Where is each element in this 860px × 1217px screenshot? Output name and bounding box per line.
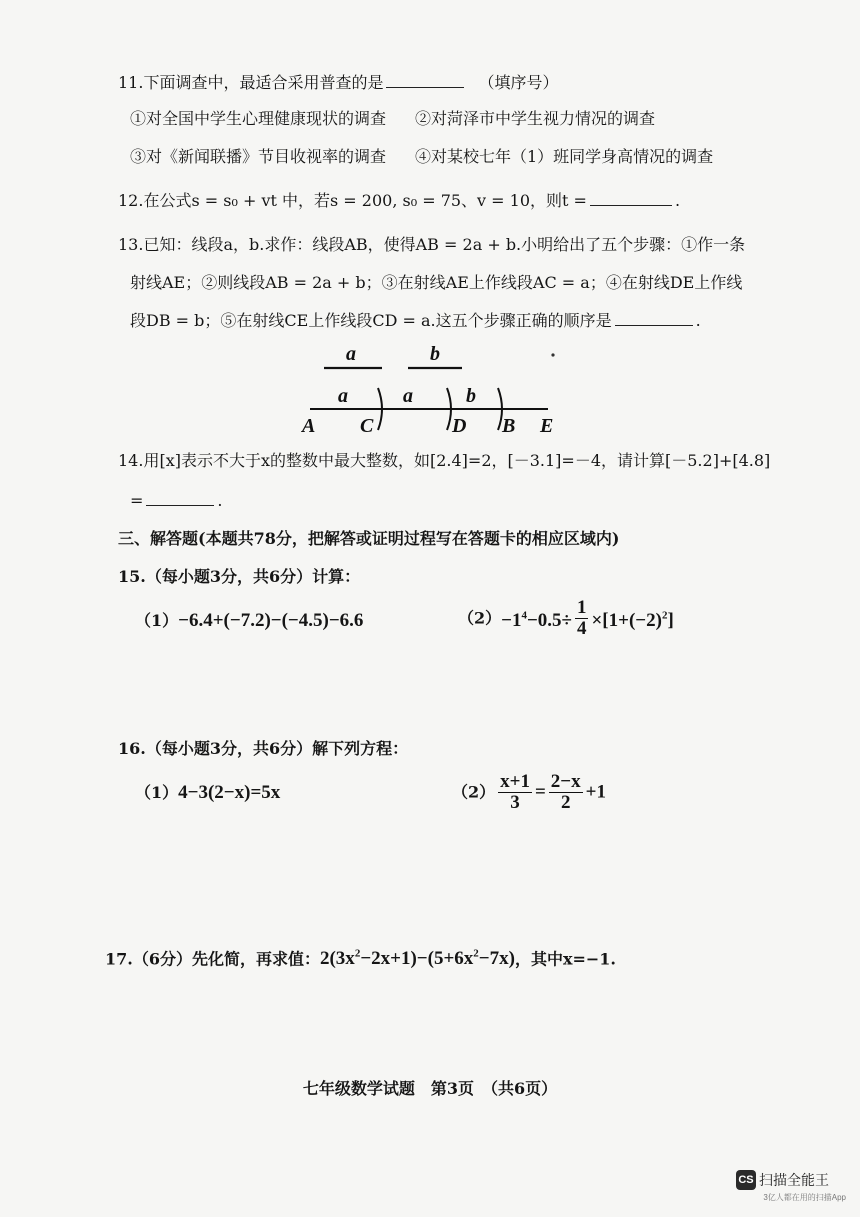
q17-expr-3: −7x) [478,948,515,970]
q11-stem-text: 11.下面调查中，最适合采用普查的是 [118,73,384,92]
q16-heading: 16.（每小题3分，共6分）解下列方程： [118,739,409,758]
q11-option-1: ①对全国中学生心理健康现状的调查 [130,109,387,128]
q16-part-2 [452,772,606,813]
q15-part-2-tail: ×[1+(−2) [591,610,662,632]
q15-part-2-label: （2） [458,608,502,628]
segment-b-label: b [430,343,440,365]
q11-fill-hint: （填序号） [478,73,559,92]
q15-part-2-exp: 4 [521,609,527,622]
q16-part-1 [135,782,280,804]
q17-lead: 17.（6分）先化简，再求值： [105,949,320,969]
q15-part-1 [135,610,363,632]
q15-part-2-num: 1 [576,597,587,618]
part-1-label: a [338,385,348,407]
q16-part-2-equals: = [534,781,546,803]
q11-answer-blank [386,86,464,88]
scanner-app-name: 扫描全能王 [759,1172,829,1188]
q16-part-2-fraction-2 [549,772,583,813]
q15-part-1-label: （1） [135,611,179,630]
q16-part-2-den-1: 3 [510,792,520,813]
q13-line-2: 射线AE；②则线段AB = 2a + b；③在射线AE上作线段AC = a；④在射线DE上作线 [130,273,743,292]
q17 [105,943,616,970]
q17-exp-2: 2 [473,948,479,960]
part-3-label: b [466,385,476,407]
q14-line-2: = . [130,491,223,510]
point-d: D [452,415,467,437]
q12-text: 12.在公式s = s₀ + vt 中，若s = 200, s₀ = 75、v = 10，则t = [118,191,587,210]
q15-part-2 [458,598,674,639]
q15-part-2-close: ] [667,610,674,632]
q16-part-2-label: （2） [452,782,496,802]
q16-part-2-num-1: x+1 [500,771,530,792]
q17-expr-2: −2x+1)−(5+6x [360,948,474,970]
point-c: C [360,415,374,437]
page-footer: 七年级数学试题 第3页 （共6页） [302,1079,558,1098]
stray-mark [551,353,554,356]
point-b: B [502,415,516,437]
q11-option-2: ②对菏泽市中学生视力情况的调查 [415,109,656,128]
q12-answer-blank [590,204,672,206]
segment-a-label: a [346,343,356,365]
q11-option-3: ③对《新闻联播》节目收视率的调查 [130,147,387,166]
q16-part-2-fraction-1 [498,772,532,813]
scanner-slogan: 3亿人都在用的扫描App [763,1193,846,1202]
q15-part-2-den: 4 [576,618,587,639]
q13-line-3-text: 段DB = b；⑤在射线CE上作线段CD = a.这五个步骤正确的顺序是 [130,311,612,330]
q14-line-1: 14.用[x]表示不大于x的整数中最大整数，如[2.4]=2，[－3.1]=－4，请计算[－5.2]+[4.8] [118,451,771,470]
q13-line-3: 段DB = b；⑤在射线CE上作线段CD = a.这五个步骤正确的顺序是 . [130,311,701,330]
q15-part-2-tail-exp: 2 [661,609,668,622]
point-e: E [540,415,554,437]
segment-figure [0,340,860,440]
q14-answer-blank [146,504,214,506]
section-3-heading: 三、解答题(本题共78分，把解答或证明过程写在答题卡的相应区域内) [118,529,620,548]
q13-answer-blank [615,324,693,326]
q17-tail: ，其中x=−1. [514,949,616,969]
scanner-watermark [736,1170,846,1203]
q16-part-2-num-2: 2−x [550,771,581,792]
q12: 12.在公式s = s₀ + vt 中，若s = 200, s₀ = 75、v = 10，则t = . [118,191,681,210]
q13-line-1: 13.已知：线段a，b.求作：线段AB，使得AB = 2a + b.小明给出了五个步骤：①作一条 [118,235,746,254]
q15-part-1-expr: −6.4+(−7.2)−(−4.5)−6.6 [178,610,364,631]
q16-part-1-label: （1） [135,783,179,802]
q15-part-2-mid: −0.5÷ [526,610,572,632]
scanner-logo-icon: CS [736,1170,756,1190]
q16-part-2-den-2: 2 [560,792,571,813]
q11-option-4: ④对某校七年（1）班同学身高情况的调查 [415,147,714,166]
q16-part-2-tail: +1 [585,781,606,803]
part-2-label: a [403,385,413,407]
point-a: A [302,415,316,437]
q17-exp-1: 2 [354,948,361,960]
q15-part-2-lead: −1 [501,610,522,632]
q15-heading: 15.（每小题3分，共6分）计算： [118,567,361,586]
q17-expr-1: 2(3x [319,948,355,970]
q15-part-2-fraction [575,598,589,639]
q16-part-1-expr: 4−3(2−x)=5x [178,782,281,803]
q14-equals: = [130,491,144,510]
q11-stem [118,72,559,94]
